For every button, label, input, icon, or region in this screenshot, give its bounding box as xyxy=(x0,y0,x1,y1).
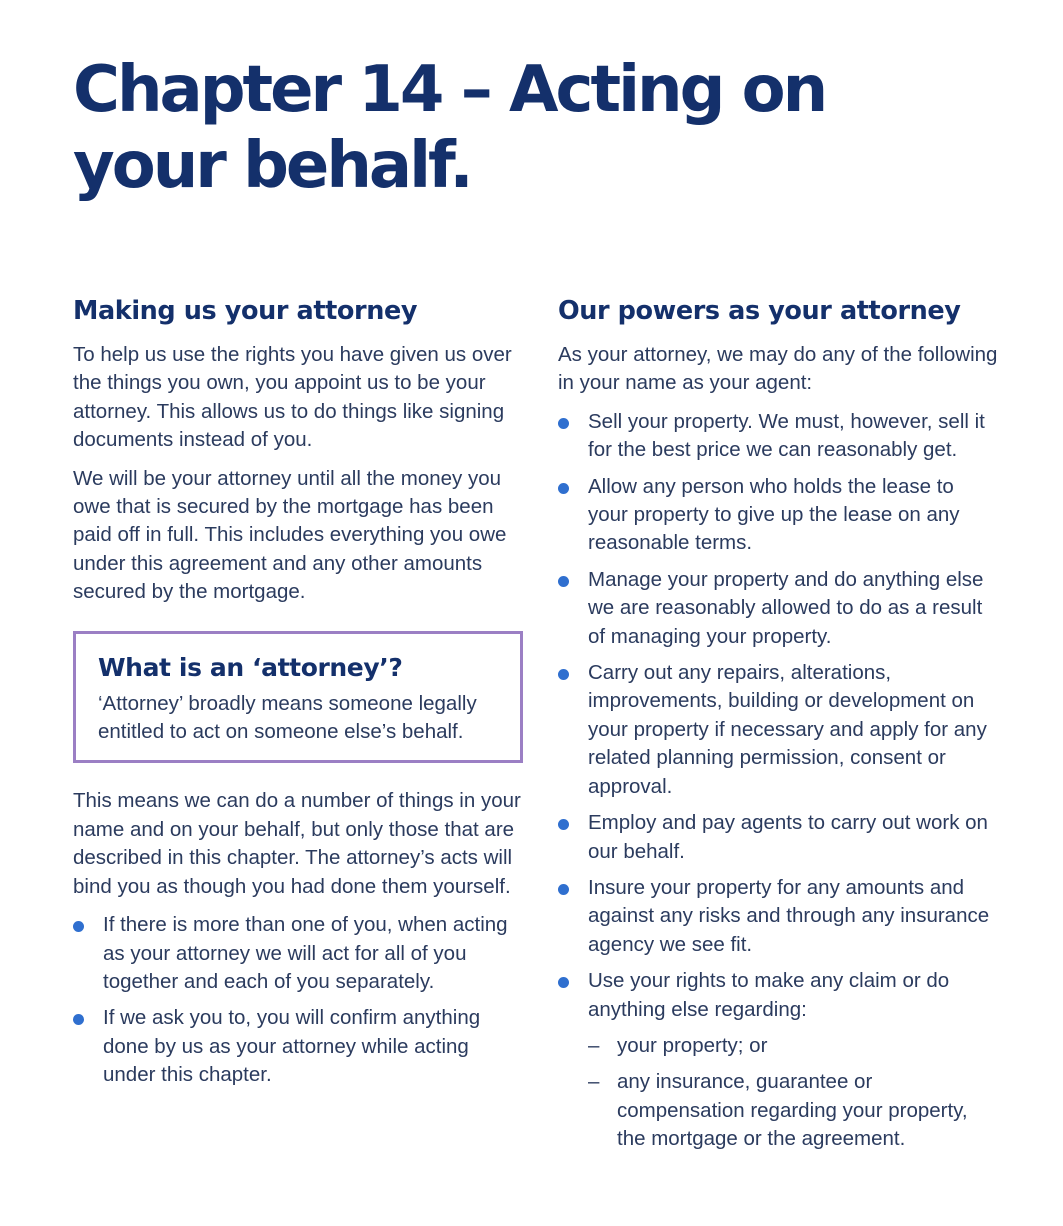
section-heading-making-attorney: Making us your attorney xyxy=(73,296,418,326)
list-item-text: Employ and pay agents to carry out work on our behalf. xyxy=(588,811,988,863)
list-item xyxy=(558,566,998,651)
bullet-icon xyxy=(558,483,569,494)
list-item-text: Manage your property and do anything else we are reasonably allowed to do as a result of managing your property. xyxy=(588,567,984,648)
list-item-text: If we ask you to, you will confirm anything done by us as your attorney while acting under this chapter. xyxy=(103,1006,481,1087)
list-item-text: If there is more than one of you, when acting as your attorney we will act for all of you together and each of you separately. xyxy=(103,913,508,993)
bullet-icon xyxy=(558,977,569,988)
bullet-icon xyxy=(558,418,569,429)
paragraph: To help us use the rights you have given us over the things you own, you appoint us to be your attorney. This allows us to do things like signing documents instead of you. xyxy=(73,343,512,452)
list-item xyxy=(558,473,998,558)
paragraph: As your attorney, we may do any of the following in your name as your agent: xyxy=(558,343,998,395)
list-item xyxy=(558,874,998,959)
bullet-icon xyxy=(73,1014,84,1025)
list-item xyxy=(558,659,998,801)
bullet-list xyxy=(558,408,998,1154)
sub-list xyxy=(588,1032,998,1154)
page-title: Chapter 14 – Acting on your behalf. xyxy=(73,53,826,203)
paragraph: This means we can do a number of things in your name and on your behalf, but only those that are described in this chapter. The attorney’s acts will bind you as though you had done them yourself. xyxy=(73,789,521,898)
dash-icon: – xyxy=(588,1033,600,1057)
list-item xyxy=(73,911,523,996)
list-item-text: Sell your property. We must, however, sell it for the best price we can reasonably get. xyxy=(588,409,985,462)
bullet-icon xyxy=(558,819,569,830)
list-item-text: Allow any person who holds the lease to your property to give up the lease on any reasonable terms. xyxy=(588,474,960,555)
right-column xyxy=(558,292,998,1162)
sub-list-item-text: your property; or xyxy=(617,1033,768,1057)
list-item-text: Carry out any repairs, alterations, improvements, building or development on your property if necessary and apply for any related planning permission, consent or approval. xyxy=(588,661,987,798)
sub-list-item xyxy=(588,1032,998,1060)
paragraph: We will be your attorney until all the money you owe that is secured by the mortgage has been paid off in full. This includes everything you owe under this agreement and any other amounts secured by the mortgage. xyxy=(73,466,507,604)
list-item xyxy=(558,408,998,465)
callout-text: ‘Attorney’ broadly means someone legally entitled to act on someone else’s behalf. xyxy=(98,691,477,744)
list-item xyxy=(558,967,998,1153)
dash-icon: – xyxy=(588,1070,600,1094)
sub-list-item-text: any insurance, guarantee or compensation regarding your property, the mortgage or the agreement. xyxy=(617,1070,968,1151)
list-item-text: Use your rights to make any claim or do anything else regarding: xyxy=(588,969,950,1021)
list-item xyxy=(73,1004,523,1089)
bullet-list xyxy=(73,911,523,1089)
bullet-icon xyxy=(558,884,569,895)
bullet-icon xyxy=(558,576,569,587)
section-heading-our-powers: Our powers as your attorney xyxy=(558,296,961,326)
bullet-icon xyxy=(558,669,569,680)
list-item-text: Insure your property for any amounts and against any risks and through any insurance agency we see fit. xyxy=(588,875,990,956)
bullet-icon xyxy=(73,921,84,932)
list-item xyxy=(558,809,998,866)
sub-list-item xyxy=(588,1068,998,1153)
left-column xyxy=(73,292,523,1098)
attorney-definition-callout xyxy=(73,631,523,764)
callout-title: What is an ‘attorney’? xyxy=(98,652,403,682)
